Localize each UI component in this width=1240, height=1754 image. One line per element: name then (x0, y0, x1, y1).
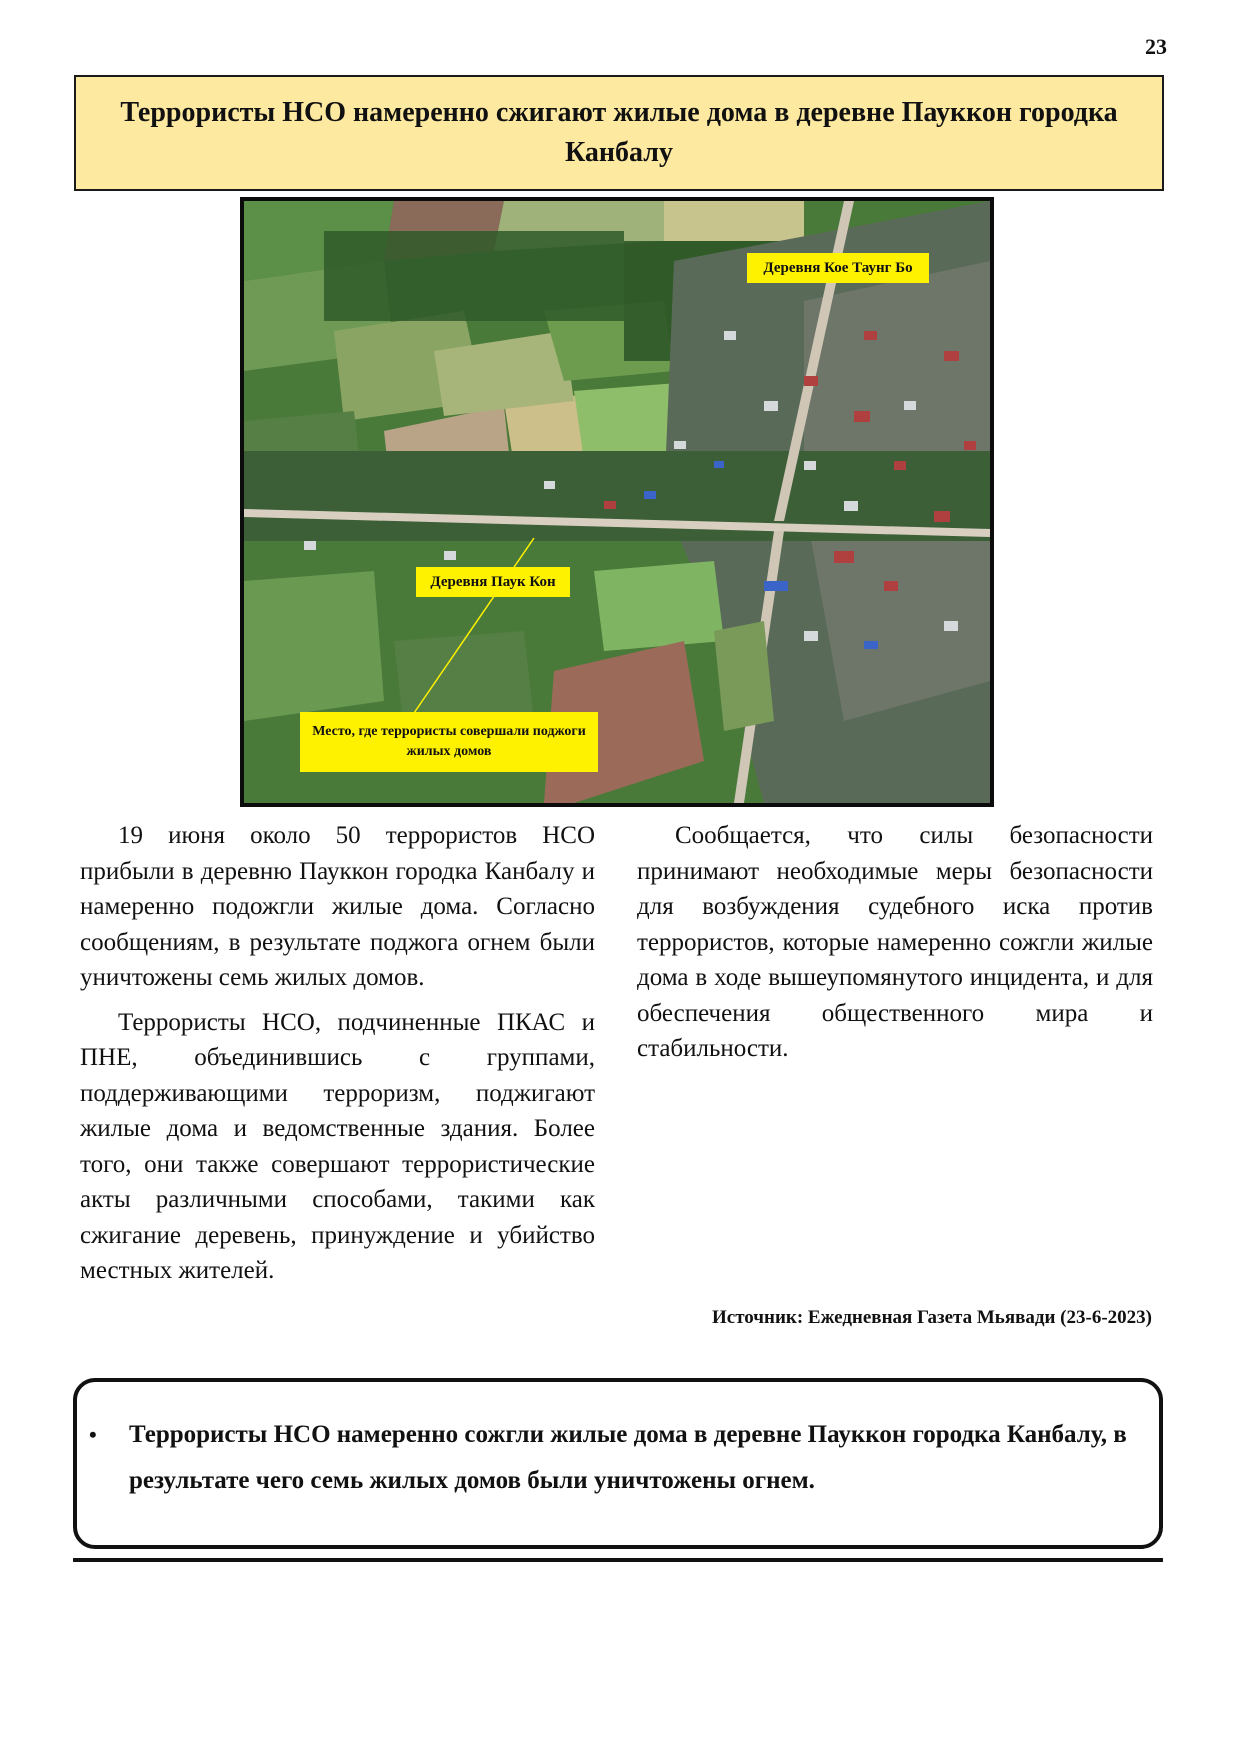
paragraph: 19 июня около 50 террористов НСО прибыли в деревню Пауккон городка Канбалу и намеренно подожгли жилые дома. Согласно сообщениям, в результате поджога огнем были уничтожены семь жилых домов. (80, 822, 595, 991)
page-number: 23 (1145, 34, 1167, 59)
label-koe-taung-bo: Деревня Кое Таунг Бо (747, 253, 929, 283)
paragraph: Сообщается, что силы безопасности принимают необходимые меры безопасности для возбуждения судебного иска против террористов, которые намеренно сожгли жилые дома в ходе вышеупомянутого инцидента, и для обеспечения общественного мира и стабильности. (637, 822, 1153, 1062)
label-arson-site-text: Место, где террористы совершали поджоги жилых домов (312, 724, 586, 759)
summary-text: Террористы НСО намеренно сожгли жилые дома в деревне Пауккон городка Канбалу, в результате чего семь жилых домов были уничтожены огнем. (129, 1421, 1127, 1494)
left-column (80, 818, 595, 1289)
bottom-divider (73, 1558, 1163, 1562)
summary-item (89, 1412, 1145, 1504)
label-pauk-kon: Деревня Паук Кон (416, 567, 570, 597)
satellite-map (240, 197, 994, 807)
page-title: Террористы НСО намеренно сжигают жилые дома в деревне Пауккон городка Канбалу (120, 97, 1118, 168)
right-column (637, 818, 1153, 1067)
label-arson-site (300, 712, 598, 772)
paragraph: Террористы НСО, подчиненные ПКАС и ПНЕ, объединившись с группами, поддерживающими терроризм, поджигают жилые дома и ведомственные здания. Более того, они также совершают террористические акты различными способами, такими как сжигание деревень, принуждение и убийство местных жителей. (80, 1008, 595, 1284)
summary-box (73, 1378, 1163, 1549)
title-box (74, 75, 1164, 191)
source-citation: Источник: Ежедневная Газета Мьявади (23-6-2023) (712, 1307, 1152, 1328)
bullet-icon: • (89, 1422, 97, 1447)
